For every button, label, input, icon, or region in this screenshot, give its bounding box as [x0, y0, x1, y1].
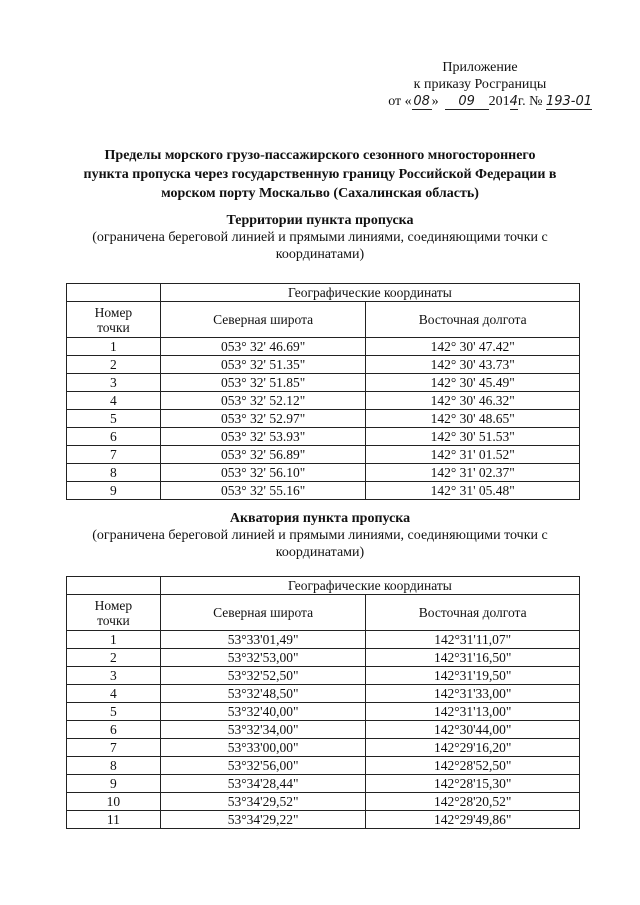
latitude-cell: 053° 32' 55.16"	[160, 482, 366, 500]
appendix-order-ref: к приказу Росграницы	[413, 77, 547, 92]
table-row	[67, 464, 580, 482]
territory-note-line-2: координатами)	[275, 247, 365, 262]
latitude-cell: 53°32'52,50"	[160, 667, 366, 685]
territory-col-latitude: Северная широта	[160, 302, 366, 338]
point-number-cell: 4	[67, 685, 161, 703]
longitude-cell: 142° 30' 48.65"	[366, 410, 580, 428]
latitude-cell: 53°32'40,00"	[160, 703, 366, 721]
table-row	[67, 757, 580, 775]
table-row	[67, 685, 580, 703]
table-row	[67, 721, 580, 739]
point-number-cell: 7	[67, 739, 161, 757]
water-area-group-header: Географические координаты	[160, 577, 579, 595]
longitude-cell: 142° 31' 05.48"	[366, 482, 580, 500]
territory-col-point: Номер точки	[67, 302, 161, 338]
point-number-cell: 11	[67, 811, 161, 829]
water-area-heading: Акватория пункта пропуска	[229, 511, 411, 526]
year-prefix: 201	[488, 94, 510, 109]
point-number-cell: 6	[67, 721, 161, 739]
latitude-cell: 053° 32' 52.12"	[160, 392, 366, 410]
territory-group-header: Географические координаты	[160, 284, 579, 302]
longitude-cell: 142°31'19,50"	[366, 667, 580, 685]
longitude-cell: 142°31'11,07"	[366, 631, 580, 649]
table-row	[67, 793, 580, 811]
territory-coordinates-table	[66, 283, 580, 500]
table-row	[67, 392, 580, 410]
latitude-cell: 53°32'48,50"	[160, 685, 366, 703]
water-area-section-heading	[60, 510, 580, 561]
longitude-cell: 142°31'33,00"	[366, 685, 580, 703]
longitude-cell: 142° 30' 47.42"	[366, 338, 580, 356]
water-area-col-longitude: Восточная долгота	[366, 595, 580, 631]
point-number-cell: 9	[67, 482, 161, 500]
latitude-cell: 53°34'29,22"	[160, 811, 366, 829]
table-row	[67, 374, 580, 392]
year-after: г. №	[517, 94, 543, 109]
point-number-cell: 7	[67, 446, 161, 464]
territory-col-longitude: Восточная долгота	[366, 302, 580, 338]
handwritten-month: 09	[445, 94, 489, 110]
point-number-cell: 2	[67, 649, 161, 667]
latitude-cell: 53°32'56,00"	[160, 757, 366, 775]
territory-heading: Территории пункта пропуска	[226, 213, 414, 228]
document-title	[60, 146, 580, 203]
point-number-cell: 10	[67, 793, 161, 811]
latitude-cell: 053° 32' 52.97"	[160, 410, 366, 428]
handwritten-year-digit: 4	[509, 94, 518, 109]
longitude-cell: 142° 30' 43.73"	[366, 356, 580, 374]
longitude-cell: 142°28'15,30"	[366, 775, 580, 793]
title-line-2: пункта пропуска через государственную границу Российской Федерации в	[83, 167, 557, 182]
point-number-cell: 1	[67, 338, 161, 356]
table-row	[67, 428, 580, 446]
water-area-col-point: Номер точки	[67, 595, 161, 631]
water-area-table-body	[67, 631, 580, 829]
water-area-note-line-1: (ограничена береговой линией и прямыми линиями, соединяющими точки с	[92, 528, 548, 543]
longitude-cell: 142° 31' 02.37"	[366, 464, 580, 482]
table-row	[67, 631, 580, 649]
latitude-cell: 053° 32' 53.93"	[160, 428, 366, 446]
latitude-cell: 053° 32' 51.35"	[160, 356, 366, 374]
longitude-cell: 142°30'44,00"	[366, 721, 580, 739]
longitude-cell: 142°28'52,50"	[366, 757, 580, 775]
water-area-note-line-2: координатами)	[275, 545, 365, 560]
handwritten-day: 08	[413, 94, 430, 109]
territory-section-heading	[60, 212, 580, 263]
table-row	[67, 649, 580, 667]
territory-table-body	[67, 338, 580, 500]
appendix-header	[360, 59, 600, 110]
handwritten-order-number: 193-01	[545, 94, 592, 109]
latitude-cell: 53°33'00,00"	[160, 739, 366, 757]
title-line-1: Пределы морского грузо-пассажирского сезонного многостороннего	[104, 148, 536, 163]
point-number-cell: 1	[67, 631, 161, 649]
longitude-cell: 142°31'16,50"	[366, 649, 580, 667]
latitude-cell: 053° 32' 46.69"	[160, 338, 366, 356]
table-row	[67, 775, 580, 793]
point-number-cell: 8	[67, 464, 161, 482]
territory-note-line-1: (ограничена береговой линией и прямыми линиями, соединяющими точки с	[92, 230, 548, 245]
latitude-cell: 53°32'53,00"	[160, 649, 366, 667]
longitude-cell: 142° 30' 45.49"	[366, 374, 580, 392]
point-number-cell: 2	[67, 356, 161, 374]
point-number-cell: 3	[67, 374, 161, 392]
latitude-cell: 53°34'28,44"	[160, 775, 366, 793]
point-number-cell: 5	[67, 410, 161, 428]
point-number-cell: 6	[67, 428, 161, 446]
latitude-cell: 053° 32' 56.10"	[160, 464, 366, 482]
table-row	[67, 667, 580, 685]
table-row	[67, 739, 580, 757]
longitude-cell: 142°28'20,52"	[366, 793, 580, 811]
table-row	[67, 338, 580, 356]
table-row	[67, 356, 580, 374]
water-area-coordinates-table	[66, 576, 580, 829]
table-row	[67, 811, 580, 829]
point-number-cell: 9	[67, 775, 161, 793]
longitude-cell: 142°29'16,20"	[366, 739, 580, 757]
longitude-cell: 142° 31' 01.52"	[366, 446, 580, 464]
point-number-cell: 4	[67, 392, 161, 410]
latitude-cell: 53°32'34,00"	[160, 721, 366, 739]
table-row	[67, 703, 580, 721]
table-row	[67, 482, 580, 500]
table-row	[67, 446, 580, 464]
water-area-col-latitude: Северная широта	[160, 595, 366, 631]
longitude-cell: 142° 30' 46.32"	[366, 392, 580, 410]
point-number-cell: 3	[67, 667, 161, 685]
appendix-label: Приложение	[442, 60, 518, 75]
point-number-cell: 8	[67, 757, 161, 775]
latitude-cell: 53°33'01,49"	[160, 631, 366, 649]
latitude-cell: 53°34'29,52"	[160, 793, 366, 811]
title-line-3: морском порту Москальво (Сахалинская область)	[161, 186, 479, 201]
longitude-cell: 142°29'49,86"	[366, 811, 580, 829]
latitude-cell: 053° 32' 56.89"	[160, 446, 366, 464]
latitude-cell: 053° 32' 51.85"	[160, 374, 366, 392]
point-number-cell: 5	[67, 703, 161, 721]
table-row	[67, 410, 580, 428]
appendix-date-line	[360, 93, 600, 110]
longitude-cell: 142° 30' 51.53"	[366, 428, 580, 446]
longitude-cell: 142°31'13,00"	[366, 703, 580, 721]
date-prefix: от «	[388, 94, 412, 109]
date-mid: »	[431, 94, 439, 109]
